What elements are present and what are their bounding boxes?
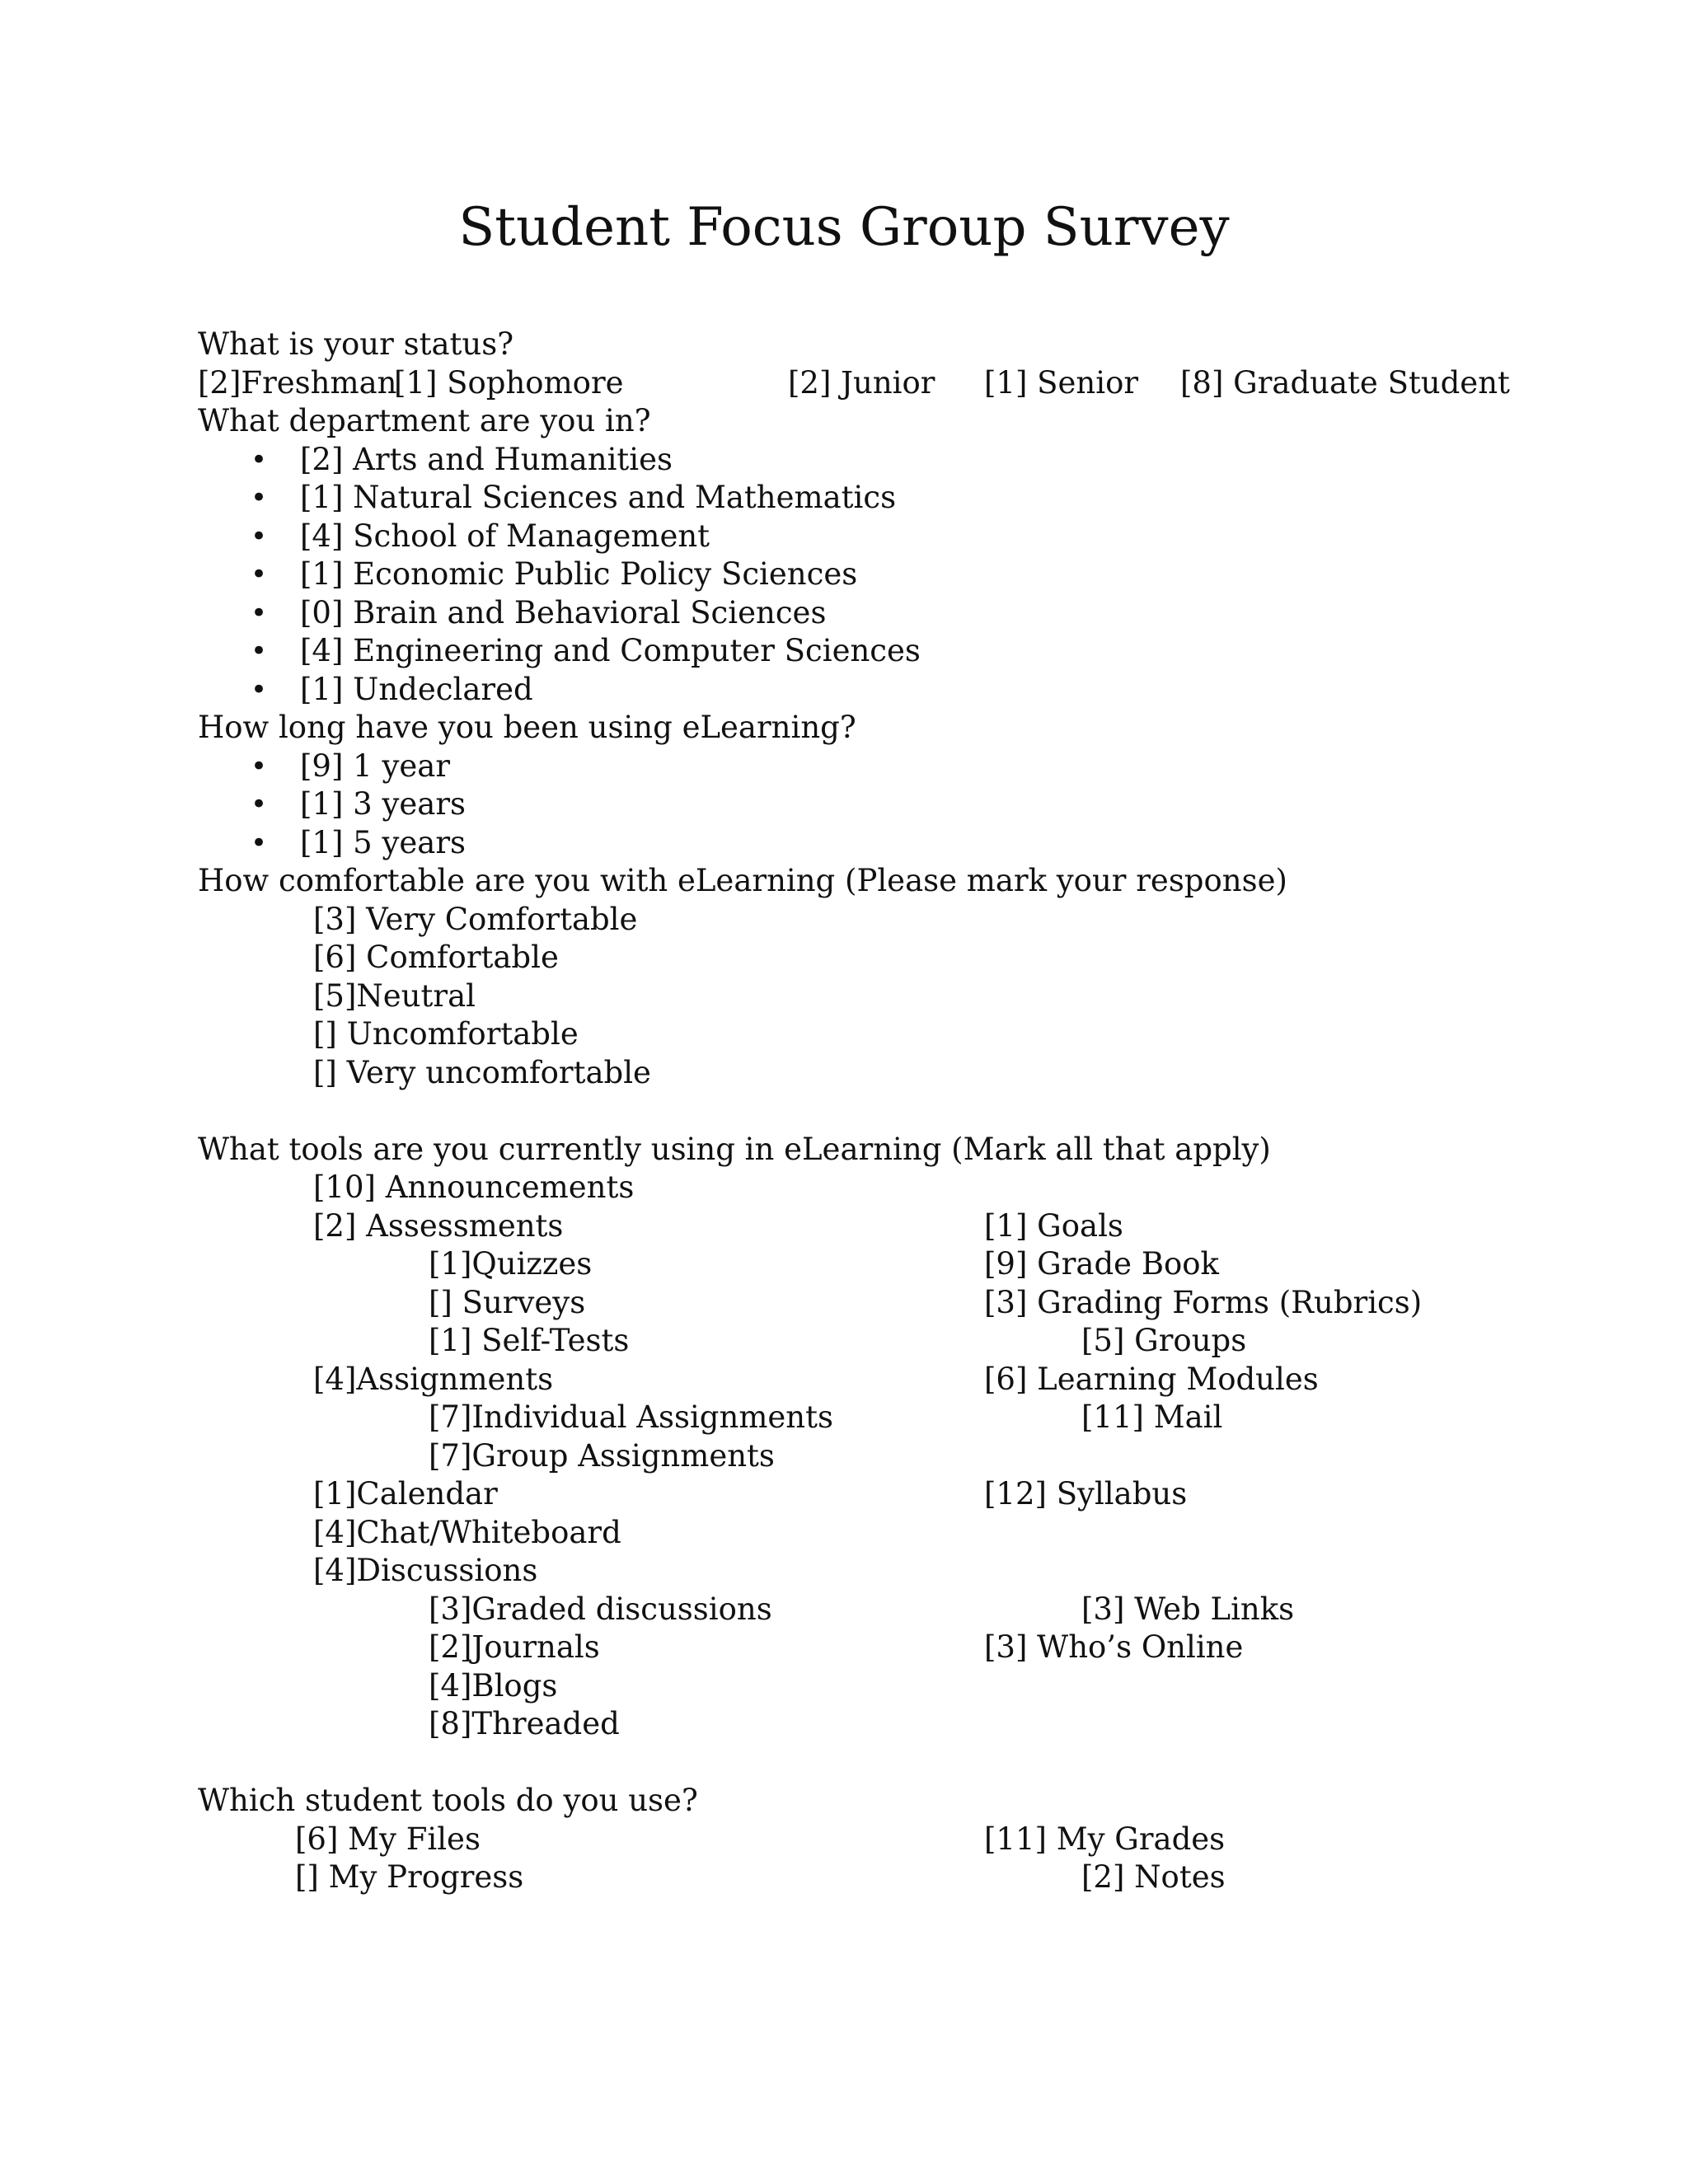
list-item: [11] Mail: [1081, 1399, 1223, 1435]
bullet-icon: •: [251, 827, 268, 860]
list-item: [12] Syllabus: [984, 1476, 1188, 1511]
list-item: [9] Grade Book: [984, 1246, 1219, 1282]
bullet-icon: •: [251, 788, 268, 821]
duration-question: How long have you been using eLearning?: [198, 710, 856, 745]
list-item: [2]Journals: [429, 1629, 600, 1665]
list-item: [1] 3 years: [300, 786, 467, 822]
list-item: [6] Learning Modules: [984, 1361, 1319, 1397]
status-question: What is your status?: [198, 326, 514, 362]
student-tools-question: Which student tools do you use?: [198, 1783, 698, 1818]
bullet-icon: •: [251, 443, 268, 476]
list-item: [6] My Files: [295, 1821, 481, 1857]
department-question: What department are you in?: [198, 403, 651, 438]
list-item: [1] Natural Sciences and Mathematics: [300, 480, 897, 515]
status-option-sophomore: [1] Sophomore: [394, 365, 624, 401]
list-item: [1]Calendar: [313, 1476, 498, 1511]
list-item: [4] School of Management: [300, 518, 710, 554]
list-item: [1] 5 years: [300, 825, 467, 860]
list-item: [4] Engineering and Computer Sciences: [300, 633, 921, 668]
bullet-icon: •: [251, 673, 268, 706]
tools-question: What tools are you currently using in eLearning (Mark all that apply): [198, 1132, 1271, 1167]
list-item: [] Very uncomfortable: [313, 1055, 651, 1090]
page-title: Student Focus Group Survey: [458, 197, 1230, 258]
list-item: [4]Blogs: [429, 1668, 558, 1704]
bullet-icon: •: [251, 481, 268, 514]
list-item: [] Uncomfortable: [313, 1016, 579, 1052]
list-item: [1] Economic Public Policy Sciences: [300, 556, 858, 592]
list-item: [0] Brain and Behavioral Sciences: [300, 595, 827, 630]
list-item: [11] My Grades: [984, 1821, 1226, 1857]
list-item: [3] Web Links: [1081, 1591, 1295, 1627]
list-item: [5]Neutral: [313, 978, 476, 1014]
list-item: [1] Self-Tests: [429, 1323, 630, 1358]
list-item: [4]Chat/Whiteboard: [313, 1515, 621, 1550]
list-item: [8]Threaded: [429, 1706, 620, 1741]
list-item: [3]Graded discussions: [429, 1591, 772, 1627]
status-option-freshman: [2]Freshman: [198, 365, 397, 401]
list-item: [5] Groups: [1081, 1323, 1247, 1358]
list-item: [4]Assignments: [313, 1361, 554, 1397]
list-item: [7]Individual Assignments: [429, 1399, 833, 1435]
bullet-icon: •: [251, 635, 268, 668]
bullet-icon: •: [251, 520, 268, 553]
list-item: [3] Very Comfortable: [313, 902, 638, 937]
list-item: [] My Progress: [295, 1859, 524, 1895]
list-item: [9] 1 year: [300, 748, 451, 784]
bullet-icon: •: [251, 597, 268, 630]
list-item: [1] Goals: [984, 1208, 1123, 1244]
list-item: [3] Who’s Online: [984, 1629, 1244, 1665]
comfort-question: How comfortable are you with eLearning (Please mark your response): [198, 863, 1287, 898]
list-item: [10] Announcements: [313, 1169, 635, 1205]
status-option-graduate: [8] Graduate Student: [1180, 365, 1510, 401]
list-item: [1] Undeclared: [300, 672, 533, 707]
list-item: [] Surveys: [429, 1285, 586, 1320]
status-option-senior: [1] Senior: [984, 365, 1139, 401]
bullet-icon: •: [251, 558, 268, 591]
list-item: [2] Assessments: [313, 1208, 564, 1244]
list-item: [1]Quizzes: [429, 1246, 593, 1282]
list-item: [2] Arts and Humanities: [300, 442, 673, 477]
list-item: [6] Comfortable: [313, 940, 559, 975]
list-item: [4]Discussions: [313, 1553, 538, 1588]
bullet-icon: •: [251, 750, 268, 783]
status-option-junior: [2] Junior: [788, 365, 935, 401]
list-item: [2] Notes: [1081, 1859, 1226, 1895]
list-item: [3] Grading Forms (Rubrics): [984, 1285, 1423, 1320]
list-item: [7]Group Assignments: [429, 1438, 775, 1474]
